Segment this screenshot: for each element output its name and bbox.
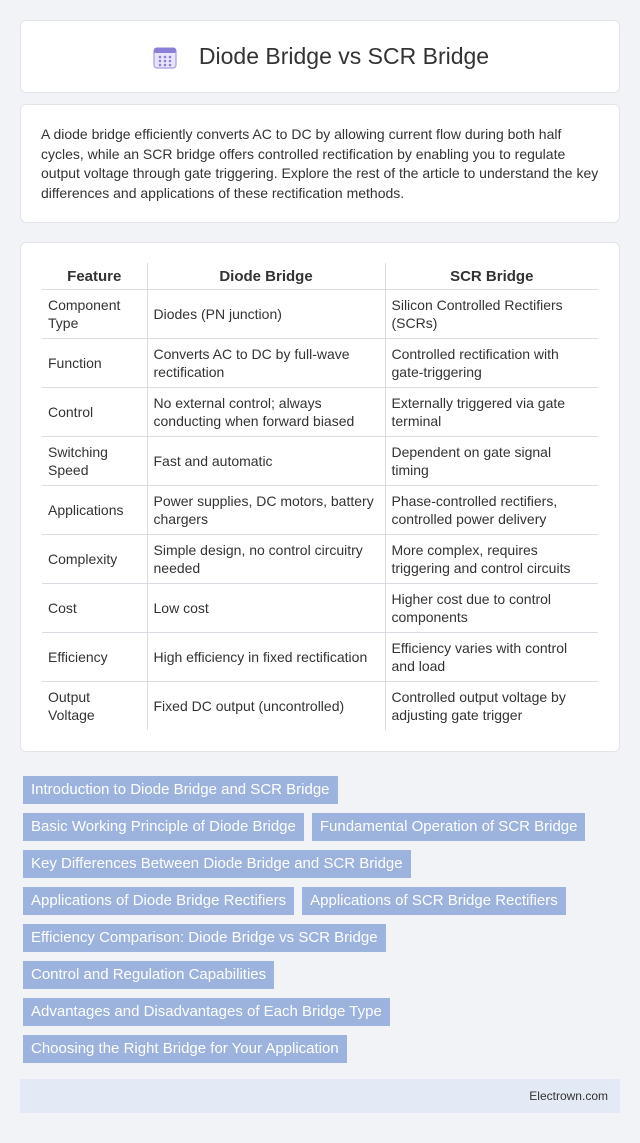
topic-tag-introduction[interactable]: Introduction to Diode Bridge and SCR Bridge [23, 776, 338, 804]
topic-tag-choosing[interactable]: Choosing the Right Bridge for Your Application [23, 1035, 347, 1063]
cell-diode: High efficiency in fixed rectification [147, 632, 385, 681]
intro-paragraph: A diode bridge efficiently converts AC to DC by allowing current flow during both half cycles, while an SCR bridge offers controlled rectification by enabling you to regulate output voltage through gate triggering. Explore the rest of the article to understand the key differences and applications of these rectification methods. [41, 126, 599, 201]
table-header-row [42, 263, 598, 289]
cell-feature: Applications [42, 485, 147, 534]
footer [20, 1079, 620, 1113]
topic-tag-efficiency[interactable]: Efficiency Comparison: Diode Bridge vs SCR Bridge [23, 924, 386, 952]
comparison-table [42, 263, 598, 730]
topic-tag-diode-principle[interactable]: Basic Working Principle of Diode Bridge [23, 813, 304, 841]
topic-tag-scr-operation[interactable]: Fundamental Operation of SCR Bridge [312, 813, 586, 841]
topic-tags [23, 776, 623, 1072]
cell-diode: Diodes (PN junction) [147, 289, 385, 338]
tag-row [23, 887, 623, 915]
tag-row [23, 850, 623, 878]
cell-feature: Complexity [42, 534, 147, 583]
topic-tag-control[interactable]: Control and Regulation Capabilities [23, 961, 274, 989]
cell-scr: Dependent on gate signal timing [385, 436, 598, 485]
cell-diode: Simple design, no control circuitry needed [147, 534, 385, 583]
tag-row [23, 961, 623, 989]
cell-diode: Low cost [147, 583, 385, 632]
table-row [42, 632, 598, 681]
tag-row [23, 998, 623, 1026]
table-row [42, 534, 598, 583]
cell-diode: Fast and automatic [147, 436, 385, 485]
cell-scr: Higher cost due to control components [385, 583, 598, 632]
topic-tag-scr-applications[interactable]: Applications of SCR Bridge Rectifiers [302, 887, 566, 915]
cell-scr: Externally triggered via gate terminal [385, 387, 598, 436]
tag-row [23, 1035, 623, 1063]
cell-feature: Efficiency [42, 632, 147, 681]
footer-brand[interactable]: Electrown.com [529, 1089, 608, 1103]
cell-feature: Output Voltage [48, 688, 95, 723]
tag-row [23, 924, 623, 952]
cell-diode: Power supplies, DC motors, battery chargers [147, 485, 385, 534]
cell-scr: More complex, requires triggering and control circuits [385, 534, 598, 583]
comparison-table-card [20, 242, 620, 752]
intro-card [20, 104, 620, 223]
cell-diode: Converts AC to DC by full-wave rectification [147, 338, 385, 387]
cell-scr: Controlled output voltage by adjusting gate trigger [391, 688, 566, 723]
header-feature: Feature [42, 263, 147, 289]
cell-scr: Phase-controlled rectifiers, controlled power delivery [385, 485, 598, 534]
topic-tag-key-differences[interactable]: Key Differences Between Diode Bridge and SCR Bridge [23, 850, 411, 878]
topic-tag-advantages[interactable]: Advantages and Disadvantages of Each Bridge Type [23, 998, 390, 1026]
table-row [42, 289, 598, 338]
cell-diode: Fixed DC output (uncontrolled) [147, 681, 385, 730]
tag-row [23, 776, 623, 804]
table-row [42, 583, 598, 632]
table-row [42, 387, 598, 436]
cell-feature: Switching Speed [42, 436, 147, 485]
header-scr-bridge: SCR Bridge [385, 263, 598, 289]
table-row [42, 681, 598, 730]
table-row [42, 338, 598, 387]
cell-scr: Controlled rectification with gate-triggering [385, 338, 598, 387]
header-diode-bridge: Diode Bridge [147, 263, 385, 289]
cell-feature: Component Type [42, 289, 147, 338]
topic-tag-diode-applications[interactable]: Applications of Diode Bridge Rectifiers [23, 887, 294, 915]
page-title: Diode Bridge vs SCR Bridge [198, 43, 490, 69]
cell-scr: Silicon Controlled Rectifiers (SCRs) [385, 289, 598, 338]
cell-diode: No external control; always conducting when forward biased [147, 387, 385, 436]
cell-scr: Efficiency varies with control and load [385, 632, 598, 681]
tag-row [23, 813, 623, 841]
cell-feature: Control [42, 387, 147, 436]
calendar-grid-icon [151, 43, 179, 71]
table-row [42, 485, 598, 534]
cell-feature: Function [42, 338, 147, 387]
title-card [20, 20, 620, 93]
cell-feature: Cost [42, 583, 147, 632]
table-row [42, 436, 598, 485]
